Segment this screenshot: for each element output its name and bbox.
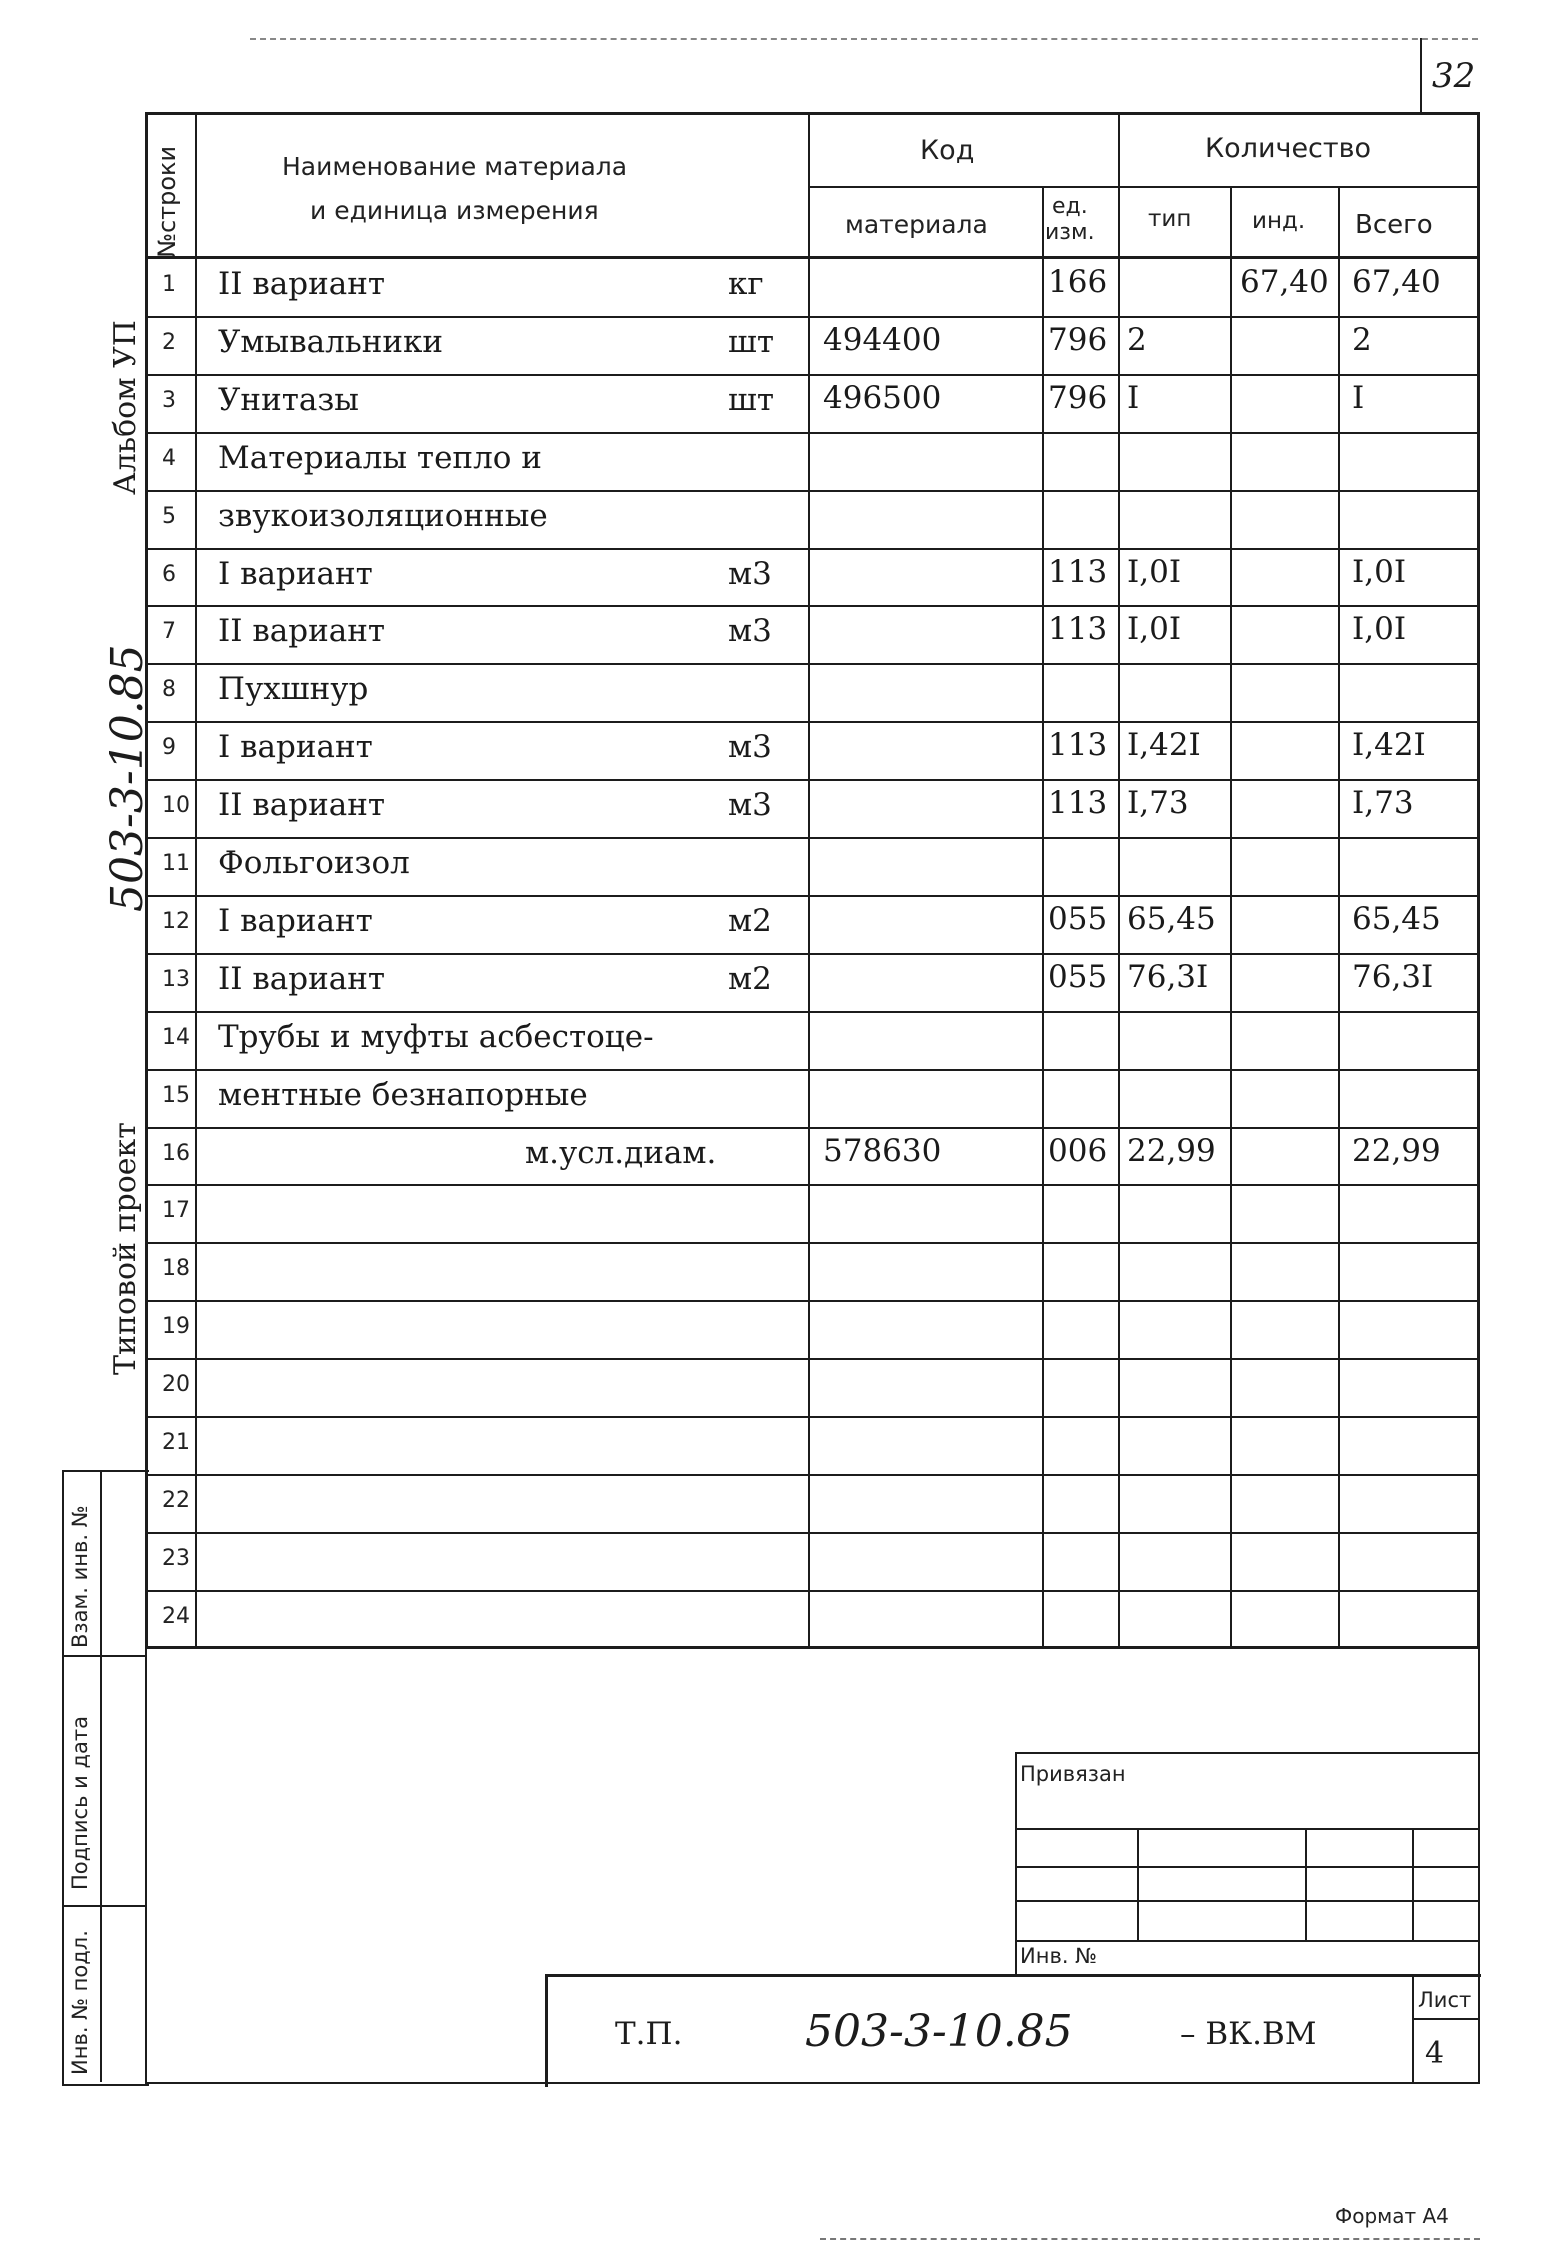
lower-frame-left [145, 1649, 147, 2084]
row-number: 4 [162, 446, 176, 471]
privyazan-vline-2 [1305, 1828, 1307, 1940]
col-line-name [808, 112, 810, 1649]
title-tp: Т.П. [615, 2016, 683, 2052]
row-number: 21 [162, 1430, 190, 1455]
col-line-ind [1338, 186, 1340, 1649]
row-number: 20 [162, 1372, 190, 1397]
row-code: 494400 [823, 322, 942, 358]
header-qty-total: Всего [1355, 210, 1433, 240]
row-total: 76,3I [1352, 959, 1434, 995]
privyazan-label: Привязан [1020, 1762, 1126, 1786]
stamp-signature: Подпись и дата [68, 1716, 92, 1890]
row-total: 67,40 [1352, 264, 1441, 300]
row-number: 15 [162, 1083, 190, 1108]
row-name: Унитазы [218, 382, 359, 418]
row-number: 18 [162, 1256, 190, 1281]
row-separator [145, 1358, 1480, 1360]
row-code: 496500 [823, 380, 942, 416]
row-total: I,0I [1352, 611, 1407, 647]
header-sub-line [808, 186, 1480, 188]
privyazan-vline-3 [1412, 1828, 1414, 1940]
header-row-no: №строки [153, 145, 181, 258]
row-ucode: 055 [1048, 959, 1108, 995]
row-unit: м3 [728, 613, 772, 649]
row-separator [145, 1532, 1480, 1534]
row-total: I,42I [1352, 727, 1426, 763]
row-number: 24 [162, 1604, 190, 1629]
stamp-vzam: Взам. инв. № [68, 1505, 92, 1648]
title-suffix: – ВК.ВМ [1180, 2016, 1317, 2052]
row-number: 12 [162, 909, 190, 934]
header-quantity: Количество [1205, 133, 1372, 164]
title-code: 503-3-10.85 [805, 2006, 1073, 2057]
privyazan-line-2 [1015, 1866, 1478, 1868]
row-name: м.усл.диам. [525, 1135, 717, 1171]
row-number: 11 [162, 851, 190, 876]
row-ucode: 113 [1048, 785, 1108, 821]
stamp-inv-podl: Инв. № подл. [68, 1930, 92, 2075]
row-number: 6 [162, 562, 176, 587]
row-separator [145, 1069, 1480, 1071]
row-number: 9 [162, 735, 176, 760]
row-number: 1 [162, 272, 176, 297]
row-unit: кг [728, 266, 764, 302]
left-stamp-line-1 [62, 1655, 147, 1657]
row-number: 19 [162, 1314, 190, 1339]
row-type: I,42I [1127, 727, 1201, 763]
row-total: I,73 [1352, 785, 1414, 821]
row-number: 13 [162, 967, 190, 992]
row-separator [145, 490, 1480, 492]
header-code-material: материала [845, 210, 988, 239]
row-number: 8 [162, 677, 176, 702]
row-separator [145, 721, 1480, 723]
row-name: II вариант [218, 613, 386, 649]
page-number-mark: 32 [1432, 56, 1476, 96]
row-total: I,0I [1352, 554, 1407, 590]
header-name-line2: и единица измерения [310, 196, 599, 225]
row-unit: м3 [728, 787, 772, 823]
row-total: 22,99 [1352, 1133, 1441, 1169]
row-name: Трубы и муфты асбестоце- [218, 1019, 654, 1055]
row-number: 7 [162, 619, 176, 644]
row-total: I [1352, 380, 1365, 416]
row-total: 65,45 [1352, 901, 1441, 937]
row-ucode: 006 [1048, 1133, 1108, 1169]
row-ucode: 113 [1048, 611, 1108, 647]
row-unit: м3 [728, 729, 772, 765]
row-type: I [1127, 380, 1140, 416]
row-separator [145, 374, 1480, 376]
header-qty-type: тип [1148, 206, 1192, 232]
row-ucode: 796 [1048, 322, 1108, 358]
privyazan-line-1 [1015, 1828, 1478, 1830]
row-separator [145, 1590, 1480, 1592]
row-separator [145, 1011, 1480, 1013]
footer-line [820, 2238, 1480, 2240]
row-separator [145, 548, 1480, 550]
side-label-project: Типовой проект [108, 1122, 143, 1375]
row-type: I,0I [1127, 611, 1182, 647]
row-separator [145, 837, 1480, 839]
row-type: 22,99 [1127, 1133, 1216, 1169]
row-ucode: 113 [1048, 554, 1108, 590]
row-type: I,0I [1127, 554, 1182, 590]
row-type: 76,3I [1127, 959, 1209, 995]
row-name: Умывальники [218, 324, 444, 360]
row-type: I,73 [1127, 785, 1189, 821]
row-name: I вариант [218, 556, 373, 592]
row-number: 14 [162, 1025, 190, 1050]
row-number: 5 [162, 504, 176, 529]
row-separator [145, 1184, 1480, 1186]
sheet-label: Лист [1418, 1988, 1472, 2012]
row-unit: шт [728, 324, 774, 360]
privyazan-vline-1 [1137, 1828, 1139, 1940]
row-name: ментные безнапорные [218, 1077, 588, 1113]
format-label: Формат А4 [1335, 2204, 1449, 2228]
inv-no-label: Инв. № [1020, 1944, 1098, 1968]
row-separator [145, 895, 1480, 897]
row-name: II вариант [218, 266, 386, 302]
row-separator [145, 1242, 1480, 1244]
side-label-album: Альбом УП [108, 320, 143, 495]
row-separator [145, 1300, 1480, 1302]
row-ucode: 166 [1048, 264, 1108, 300]
row-number: 2 [162, 330, 176, 355]
row-total: 2 [1352, 322, 1372, 358]
col-line-rowno [195, 112, 197, 1649]
col-line-ucode [1118, 112, 1120, 1649]
privyazan-line-4 [1015, 1940, 1478, 1942]
row-number: 17 [162, 1198, 190, 1223]
row-unit: м3 [728, 556, 772, 592]
row-number: 10 [162, 793, 190, 818]
row-number: 16 [162, 1141, 190, 1166]
row-unit: м2 [728, 961, 772, 997]
row-separator [145, 605, 1480, 607]
sheet-box-left [1412, 1974, 1414, 2084]
row-unit: шт [728, 382, 774, 418]
top-border [250, 38, 1478, 40]
row-separator [145, 953, 1480, 955]
row-ucode: 796 [1048, 380, 1108, 416]
sheet-number: 4 [1425, 2036, 1445, 2071]
row-unit: м2 [728, 903, 772, 939]
row-separator [145, 432, 1480, 434]
row-type: 2 [1127, 322, 1147, 358]
row-number: 3 [162, 388, 176, 413]
header-code-unit-1: ед. [1052, 194, 1088, 219]
left-stamp-divider [100, 1470, 102, 2082]
row-number: 22 [162, 1488, 190, 1513]
side-label-doc-code: 503-3-10.85 [102, 644, 153, 912]
row-name: II вариант [218, 787, 386, 823]
row-separator [145, 316, 1480, 318]
row-name: Пухшнур [218, 671, 369, 707]
row-number: 23 [162, 1546, 190, 1571]
col-line-code [1042, 186, 1044, 1649]
row-ucode: 055 [1048, 901, 1108, 937]
row-ucode: 113 [1048, 727, 1108, 763]
row-name: I вариант [218, 903, 373, 939]
left-stamp-line-2 [62, 1905, 147, 1907]
row-type: 65,45 [1127, 901, 1216, 937]
row-separator [145, 663, 1480, 665]
row-separator [145, 1127, 1480, 1129]
privyazan-line-3 [1015, 1900, 1478, 1902]
row-name: звукоизоляционные [218, 498, 548, 534]
row-name: II вариант [218, 961, 386, 997]
header-code-unit-2: изм. [1045, 220, 1095, 245]
header-qty-ind: инд. [1252, 208, 1306, 234]
row-name: I вариант [218, 729, 373, 765]
row-name: Фольгоизол [218, 845, 410, 881]
col-line-type [1230, 186, 1232, 1649]
row-separator [145, 1416, 1480, 1418]
row-name: Материалы тепло и [218, 440, 542, 476]
header-bottom-line [145, 256, 1480, 259]
sheet-box-divider [1412, 2018, 1478, 2020]
row-separator [145, 1474, 1480, 1476]
row-ind: 67,40 [1240, 264, 1329, 300]
header-name-line1: Наименование материала [282, 152, 628, 181]
row-code: 578630 [823, 1133, 942, 1169]
header-code: Код [920, 135, 975, 166]
row-separator [145, 779, 1480, 781]
